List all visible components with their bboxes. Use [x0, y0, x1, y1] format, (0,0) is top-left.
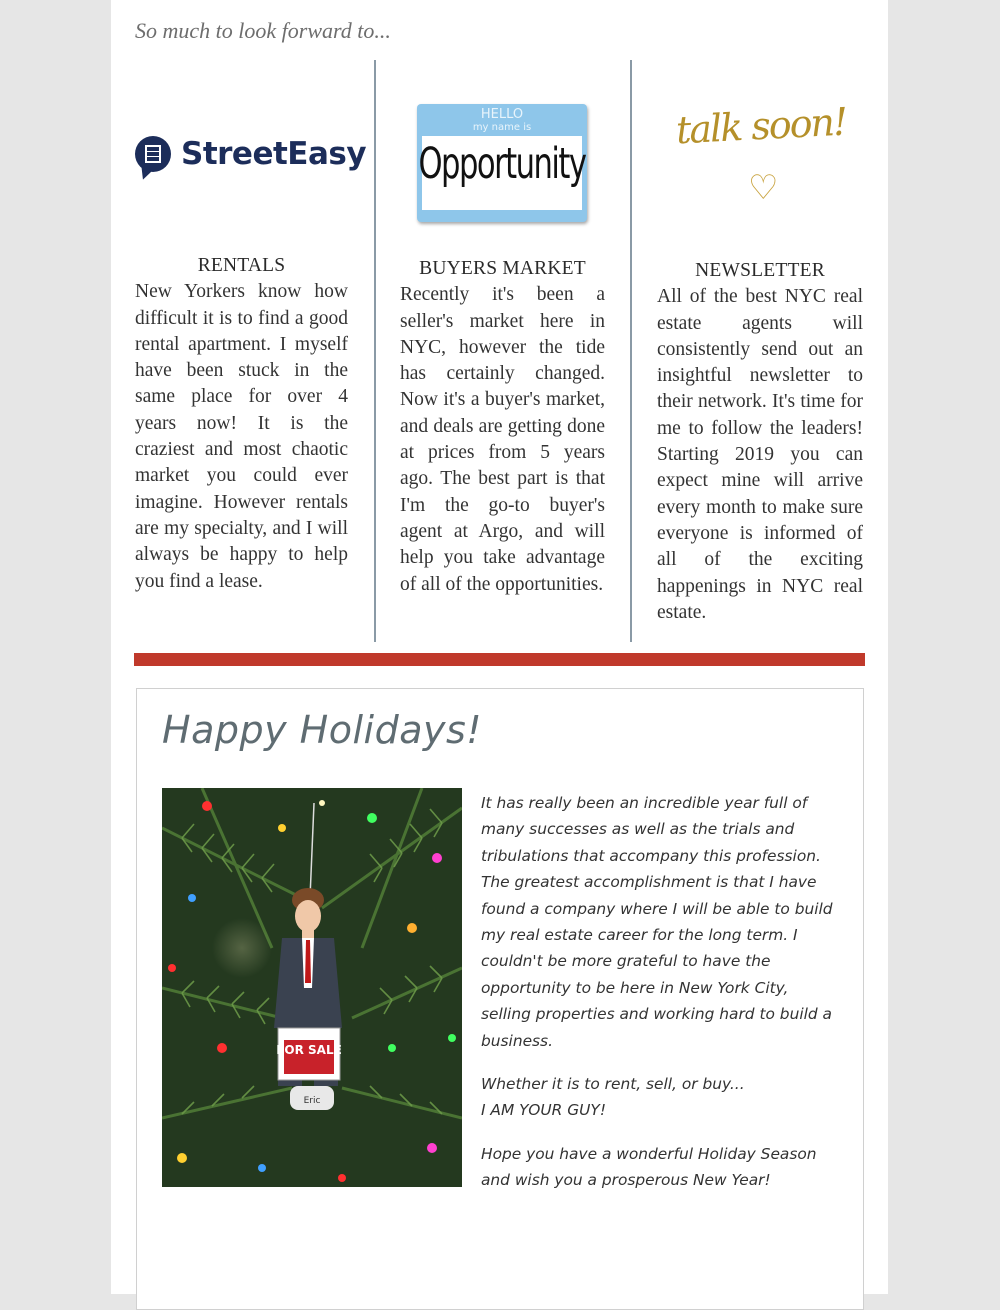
buyers-market-heading: BUYERS MARKET [419, 258, 586, 279]
newsletter-column [657, 258, 863, 626]
rentals-column [135, 253, 348, 595]
holiday-title: Happy Holidays! [162, 708, 483, 752]
streeteasy-logo [135, 136, 366, 172]
column-divider [374, 60, 376, 642]
holiday-paragraph-2 [481, 1071, 841, 1124]
buyers-market-column [400, 256, 605, 598]
building-icon [135, 136, 171, 172]
heart-icon: ♡ [748, 168, 779, 208]
talk-soon-lettering: talk soon! [674, 99, 848, 153]
section-divider-bar [134, 653, 865, 666]
holiday-paragraph-1: It has really been an incredible year full of many successes as well as the trials and tribulations that accompany this profession. The greatest accomplishment is that I have found a company where I will be able to build my real estate career for the long term. I couldn't be more grateful to have the opportunity to be here in New York City, selling properties and working hard to build a business. [481, 794, 833, 1050]
for-sale-sign-text: FOR SALE [276, 1043, 342, 1057]
rentals-heading: RENTALS [197, 255, 286, 276]
holiday-paragraph-2-line-1: Whether it is to rent, sell, or buy... [481, 1075, 745, 1094]
streeteasy-wordmark: StreetEasy [181, 136, 367, 172]
intro-text: So much to look forward to... [135, 18, 391, 43]
tag-myname-text: my name is [472, 122, 532, 133]
ornament-photo [162, 788, 462, 1187]
newsletter-heading: NEWSLETTER [695, 260, 825, 281]
holiday-message [481, 790, 841, 1211]
tag-hello-text: HELLO [480, 107, 524, 122]
holiday-paragraph-3: Hope you have a wonderful Holiday Season and wish you a prosperous New Year! [481, 1144, 817, 1190]
rentals-body: New Yorkers know how difficult it is to find a good rental apartment. I myself have been stuck in the same place for over 4 years now! It is the craziest and most chaotic market you could ever imagine. However rentals are my specialty, and I will always be happy to help you find a lease. [135, 281, 348, 592]
tag-opportunity-text: Opportunity [418, 139, 586, 189]
newsletter-body: All of the best NYC real estate agents will consistently send out an insightful newsletter to their network. It's time for me to follow the leaders! Starting 2019 you can expect mine will arrive every month to make sure everyone is informed of all of the exciting happenings in NYC real estate. [657, 286, 863, 623]
ornament-name-text: Eric [303, 1096, 321, 1106]
holiday-paragraph-2-line-2: I AM YOUR GUY! [481, 1101, 606, 1120]
name-tag-image [417, 104, 587, 222]
column-divider [630, 60, 632, 642]
buyers-market-body: Recently it's been a seller's market here in NYC, however the tide has certainly changed. Now it's a buyer's market, and deals are getting done at prices from 5 years ago. The best part is that I'm the go-to buyer's agent at Argo, and will help you take advantage of all of the opportunities. [400, 284, 605, 595]
